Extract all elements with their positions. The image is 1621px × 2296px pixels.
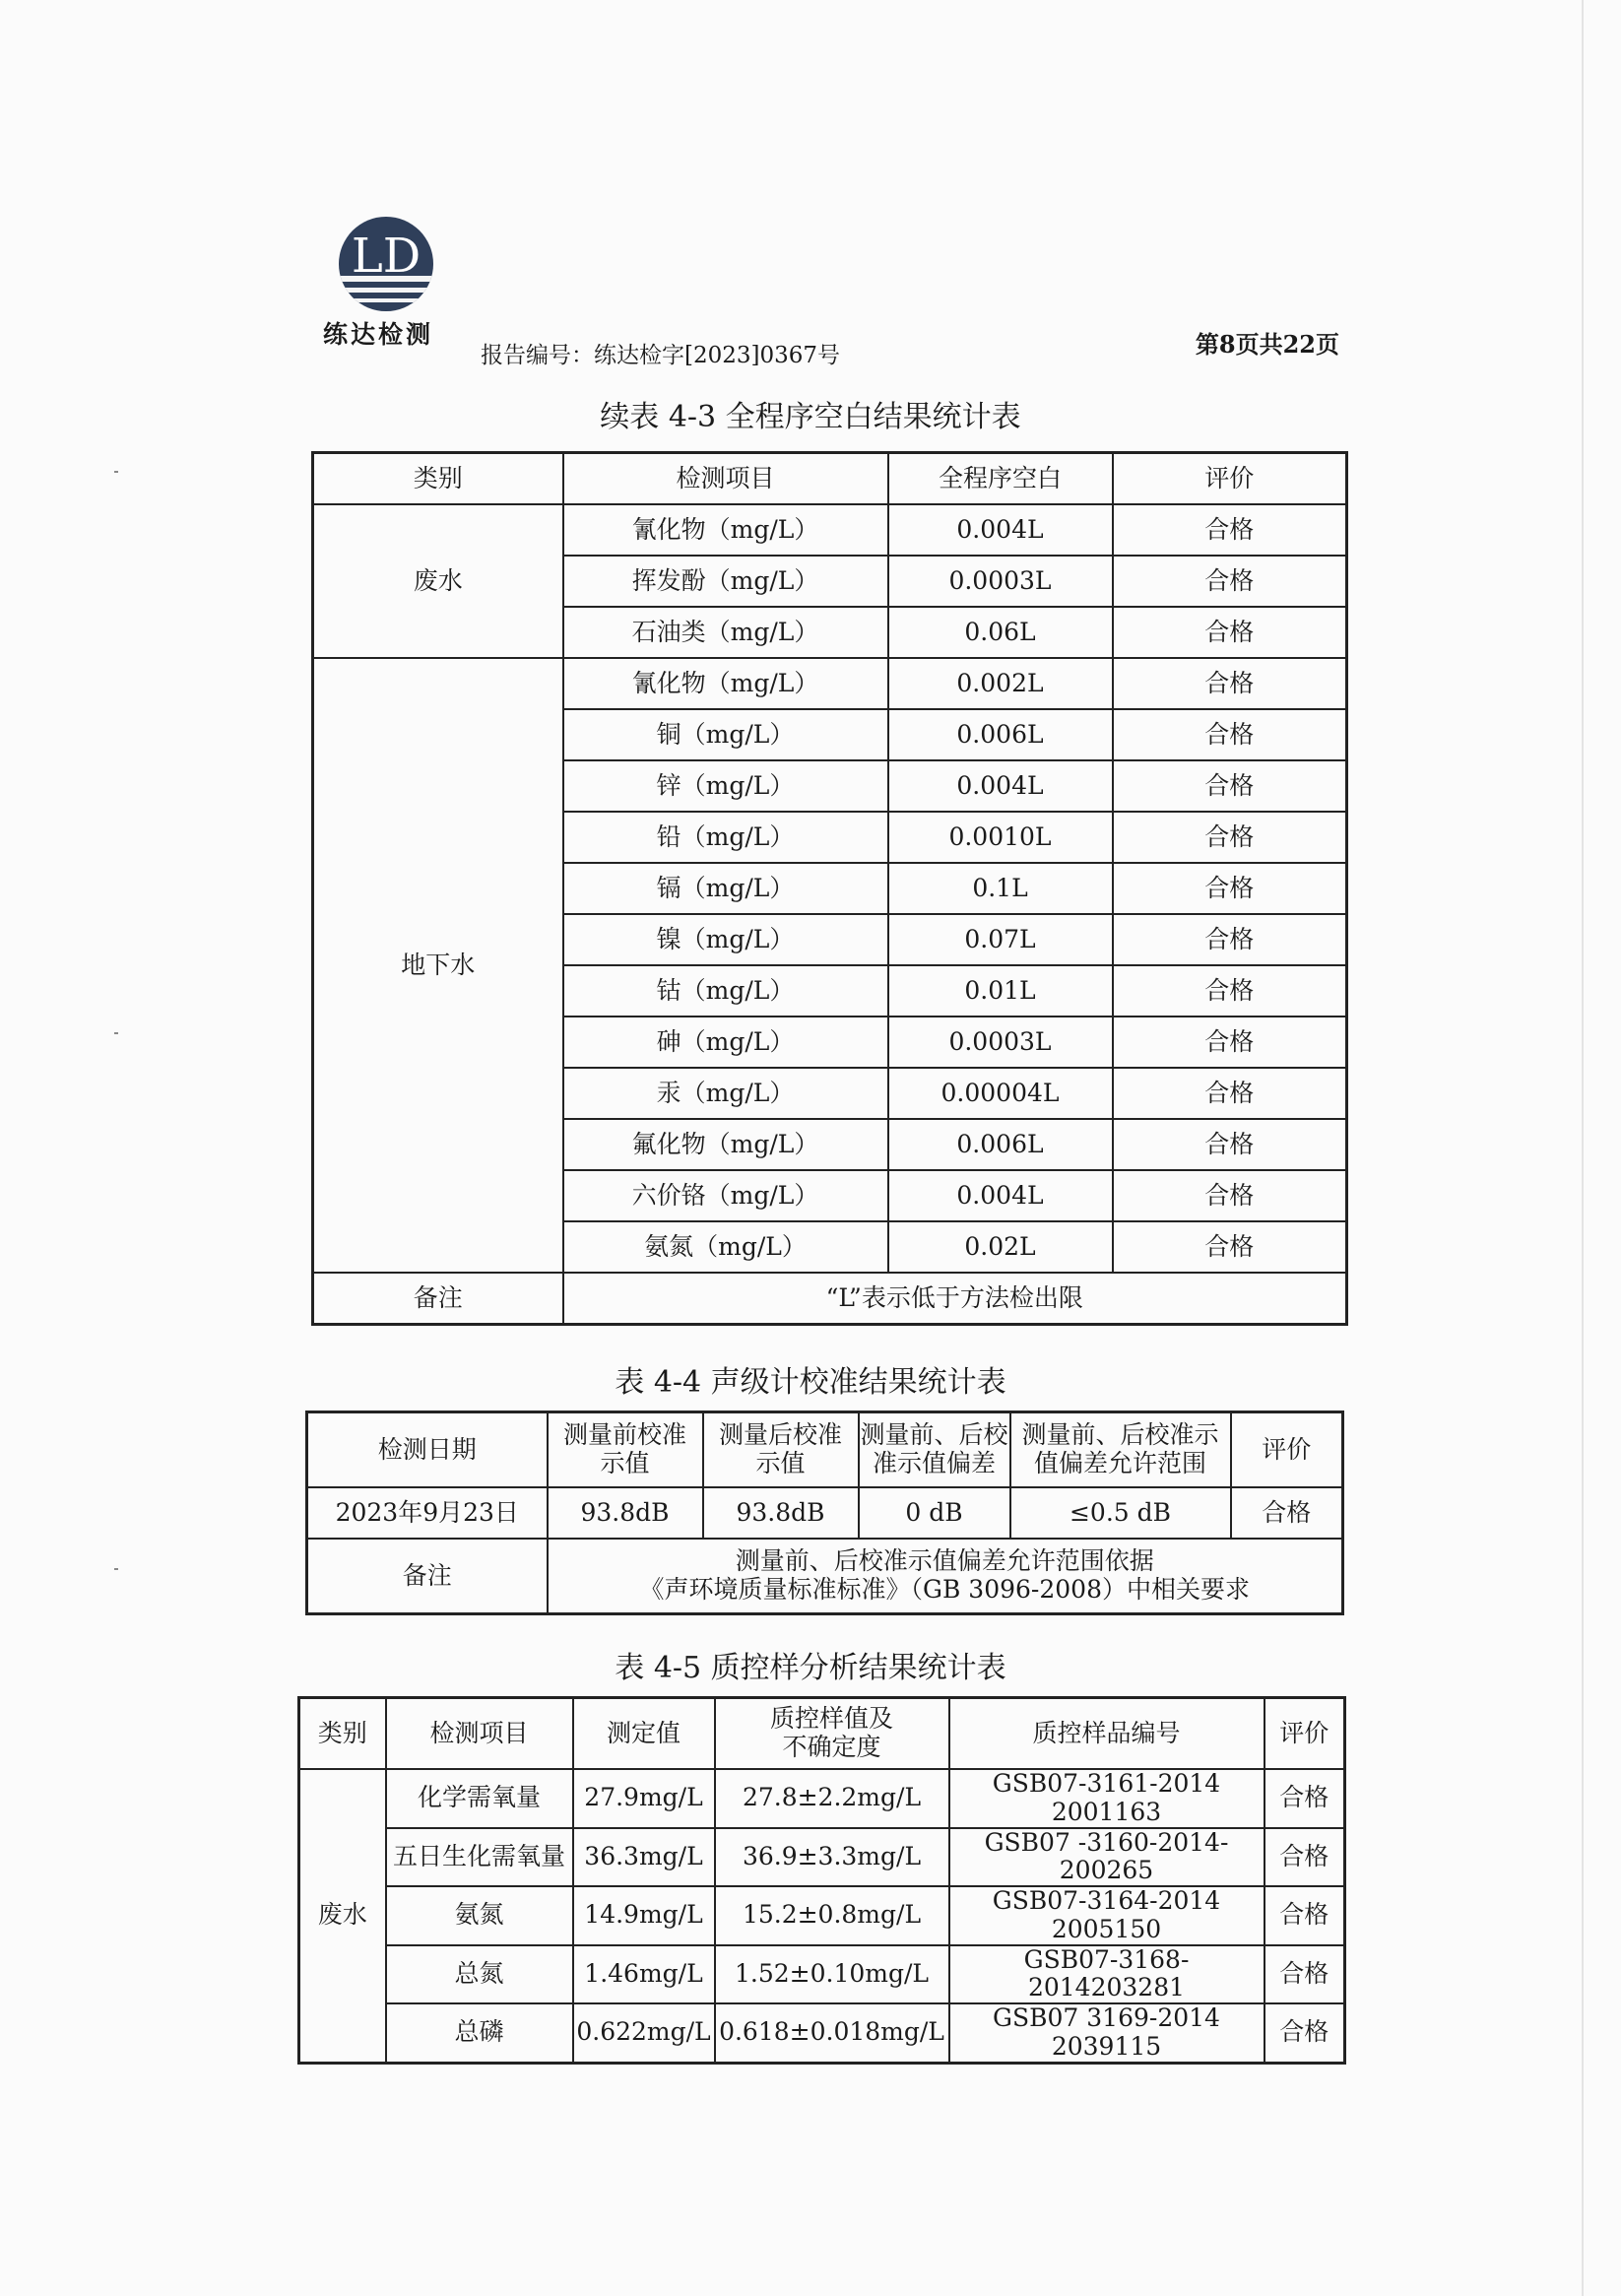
header-cell: 质控样品编号 — [949, 1698, 1264, 1770]
header-cell: 测量前、后校准示 值偏差允许范围 — [1010, 1412, 1231, 1488]
evaluation-cell: 合格 — [1113, 965, 1347, 1017]
header-cell: 检测项目 — [563, 453, 888, 505]
data-cell: 27.9mg/L — [573, 1769, 715, 1828]
data-cell: GSB07 3169-2014 2039115 — [949, 2003, 1264, 2063]
evaluation-cell: 合格 — [1113, 1017, 1347, 1068]
item-cell: 氟化物（mg/L） — [563, 1119, 888, 1170]
header-cell: 检测项目 — [386, 1698, 573, 1770]
table-row — [299, 1828, 1345, 1887]
table-row — [307, 1487, 1343, 1539]
note-row — [307, 1539, 1343, 1614]
evaluation-cell: 合格 — [1113, 1170, 1347, 1221]
blank-value-cell: 0.0003L — [888, 556, 1113, 607]
blank-results-table — [311, 451, 1348, 1326]
data-cell: 36.3mg/L — [573, 1828, 715, 1887]
table-row — [313, 504, 1347, 556]
blank-value-cell: 0.00004L — [888, 1068, 1113, 1119]
table-header-row — [313, 453, 1347, 505]
data-cell: GSB07-3164-2014 2005150 — [949, 1886, 1264, 1945]
table3-body — [299, 1769, 1345, 2063]
table-row — [299, 2003, 1345, 2063]
data-cell: 五日生化需氧量 — [386, 1828, 573, 1887]
data-cell: 总氮 — [386, 1945, 573, 2004]
data-cell: 1.46mg/L — [573, 1945, 715, 2004]
blank-value-cell: 0.004L — [888, 760, 1113, 812]
header-cell: 测量前、后校 准示值偏差 — [859, 1412, 1010, 1488]
data-cell: 合格 — [1264, 1828, 1345, 1887]
header-cell: 全程序空白 — [888, 453, 1113, 505]
note-label: 备注 — [307, 1539, 548, 1614]
table2-caption: 表 4-4 声级计校准结果统计表 — [615, 1365, 1006, 1400]
data-cell: GSB07 -3160-2014-200265 — [949, 1828, 1264, 1887]
item-cell: 氰化物（mg/L） — [563, 504, 888, 556]
evaluation-cell: 合格 — [1113, 914, 1347, 965]
note-text: “L”表示低于方法检出限 — [563, 1273, 1347, 1325]
data-cell: ≤0.5 dB — [1010, 1487, 1231, 1539]
header-cell: 测量后校准 示值 — [703, 1412, 859, 1488]
blank-value-cell: 0.1L — [888, 863, 1113, 914]
qc-sample-table — [297, 1696, 1346, 2065]
evaluation-cell: 合格 — [1113, 760, 1347, 812]
item-cell: 六价铬（mg/L） — [563, 1170, 888, 1221]
header-cell: 测定值 — [573, 1698, 715, 1770]
evaluation-cell: 合格 — [1113, 1221, 1347, 1273]
ld-logo-icon — [323, 215, 449, 313]
item-cell: 锌（mg/L） — [563, 760, 888, 812]
table3-caption: 表 4-5 质控样分析结果统计表 — [615, 1651, 1006, 1685]
evaluation-cell: 合格 — [1113, 658, 1347, 709]
table1-caption: 续表 4-3 全程序空白结果统计表 — [600, 400, 1021, 434]
table-row — [299, 1769, 1345, 1828]
category-cell: 废水 — [299, 1769, 386, 2063]
blank-value-cell: 0.002L — [888, 658, 1113, 709]
data-cell: GSB07-3161-2014 2001163 — [949, 1769, 1264, 1828]
scan-speck — [114, 1568, 118, 1570]
table-row — [313, 658, 1347, 709]
header-cell: 质控样值及 不确定度 — [715, 1698, 949, 1770]
note-row — [313, 1273, 1347, 1325]
evaluation-cell: 合格 — [1113, 812, 1347, 863]
data-cell: 合格 — [1264, 1945, 1345, 2004]
header-cell: 检测日期 — [307, 1412, 548, 1488]
table-header-row — [299, 1698, 1345, 1770]
item-cell: 砷（mg/L） — [563, 1017, 888, 1068]
item-cell: 钴（mg/L） — [563, 965, 888, 1017]
data-cell: 总磷 — [386, 2003, 573, 2063]
data-cell: 氨氮 — [386, 1886, 573, 1945]
note-text: 测量前、后校准示值偏差允许范围依据 《声环境质量标准标准》（GB 3096-2008）中相关要求 — [548, 1539, 1343, 1614]
evaluation-cell: 合格 — [1113, 1119, 1347, 1170]
item-cell: 石油类（mg/L） — [563, 607, 888, 658]
table-header-row — [307, 1412, 1343, 1488]
category-cell: 废水 — [313, 504, 563, 658]
sound-calibration-table — [305, 1410, 1344, 1615]
item-cell: 镉（mg/L） — [563, 863, 888, 914]
blank-value-cell: 0.004L — [888, 1170, 1113, 1221]
table1-body — [313, 504, 1347, 1325]
scan-speck — [114, 471, 118, 473]
evaluation-cell: 合格 — [1113, 863, 1347, 914]
data-cell: 0 dB — [859, 1487, 1010, 1539]
logo-text: 练达检测 — [323, 320, 434, 349]
scan-speck — [114, 1032, 118, 1034]
item-cell: 铅（mg/L） — [563, 812, 888, 863]
header-cell: 评价 — [1231, 1412, 1343, 1488]
evaluation-cell: 合格 — [1113, 1068, 1347, 1119]
blank-value-cell: 0.07L — [888, 914, 1113, 965]
data-cell: 93.8dB — [703, 1487, 859, 1539]
evaluation-cell: 合格 — [1113, 607, 1347, 658]
logo-letters: LD — [351, 229, 421, 284]
table-row — [299, 1945, 1345, 2004]
data-cell: 93.8dB — [548, 1487, 703, 1539]
blank-value-cell: 0.004L — [888, 504, 1113, 556]
data-cell: 27.8±2.2mg/L — [715, 1769, 949, 1828]
blank-value-cell: 0.006L — [888, 709, 1113, 760]
blank-value-cell: 0.0003L — [888, 1017, 1113, 1068]
category-cell: 地下水 — [313, 658, 563, 1273]
evaluation-cell: 合格 — [1113, 709, 1347, 760]
data-cell: 合格 — [1264, 1886, 1345, 1945]
company-logo — [323, 215, 449, 351]
data-cell: 化学需氧量 — [386, 1769, 573, 1828]
evaluation-cell: 合格 — [1113, 556, 1347, 607]
blank-value-cell: 0.01L — [888, 965, 1113, 1017]
data-cell: 14.9mg/L — [573, 1886, 715, 1945]
data-cell: 15.2±0.8mg/L — [715, 1886, 949, 1945]
item-cell: 汞（mg/L） — [563, 1068, 888, 1119]
page-number: 第8页共22页 — [1195, 330, 1339, 359]
blank-value-cell: 0.0010L — [888, 812, 1113, 863]
scan-edge-line — [1582, 0, 1584, 2296]
header-cell: 类别 — [313, 453, 563, 505]
data-cell: 合格 — [1264, 1769, 1345, 1828]
data-cell: 合格 — [1231, 1487, 1343, 1539]
data-cell: 0.618±0.018mg/L — [715, 2003, 949, 2063]
item-cell: 铜（mg/L） — [563, 709, 888, 760]
item-cell: 镍（mg/L） — [563, 914, 888, 965]
note-label: 备注 — [313, 1273, 563, 1325]
header-cell: 评价 — [1264, 1698, 1345, 1770]
header-cell: 测量前校准 示值 — [548, 1412, 703, 1488]
report-number: 报告编号：练达检字[2023]0367号 — [481, 343, 841, 368]
data-cell: 2023年9月23日 — [307, 1487, 548, 1539]
item-cell: 氰化物（mg/L） — [563, 658, 888, 709]
data-cell: 合格 — [1264, 2003, 1345, 2063]
header-cell: 评价 — [1113, 453, 1347, 505]
blank-value-cell: 0.006L — [888, 1119, 1113, 1170]
header-cell: 类别 — [299, 1698, 386, 1770]
table-row — [299, 1886, 1345, 1945]
blank-value-cell: 0.02L — [888, 1221, 1113, 1273]
item-cell: 氨氮（mg/L） — [563, 1221, 888, 1273]
item-cell: 挥发酚（mg/L） — [563, 556, 888, 607]
evaluation-cell: 合格 — [1113, 504, 1347, 556]
data-cell: GSB07-3168-2014203281 — [949, 1945, 1264, 2004]
data-cell: 0.622mg/L — [573, 2003, 715, 2063]
blank-value-cell: 0.06L — [888, 607, 1113, 658]
data-cell: 36.9±3.3mg/L — [715, 1828, 949, 1887]
data-cell: 1.52±0.10mg/L — [715, 1945, 949, 2004]
